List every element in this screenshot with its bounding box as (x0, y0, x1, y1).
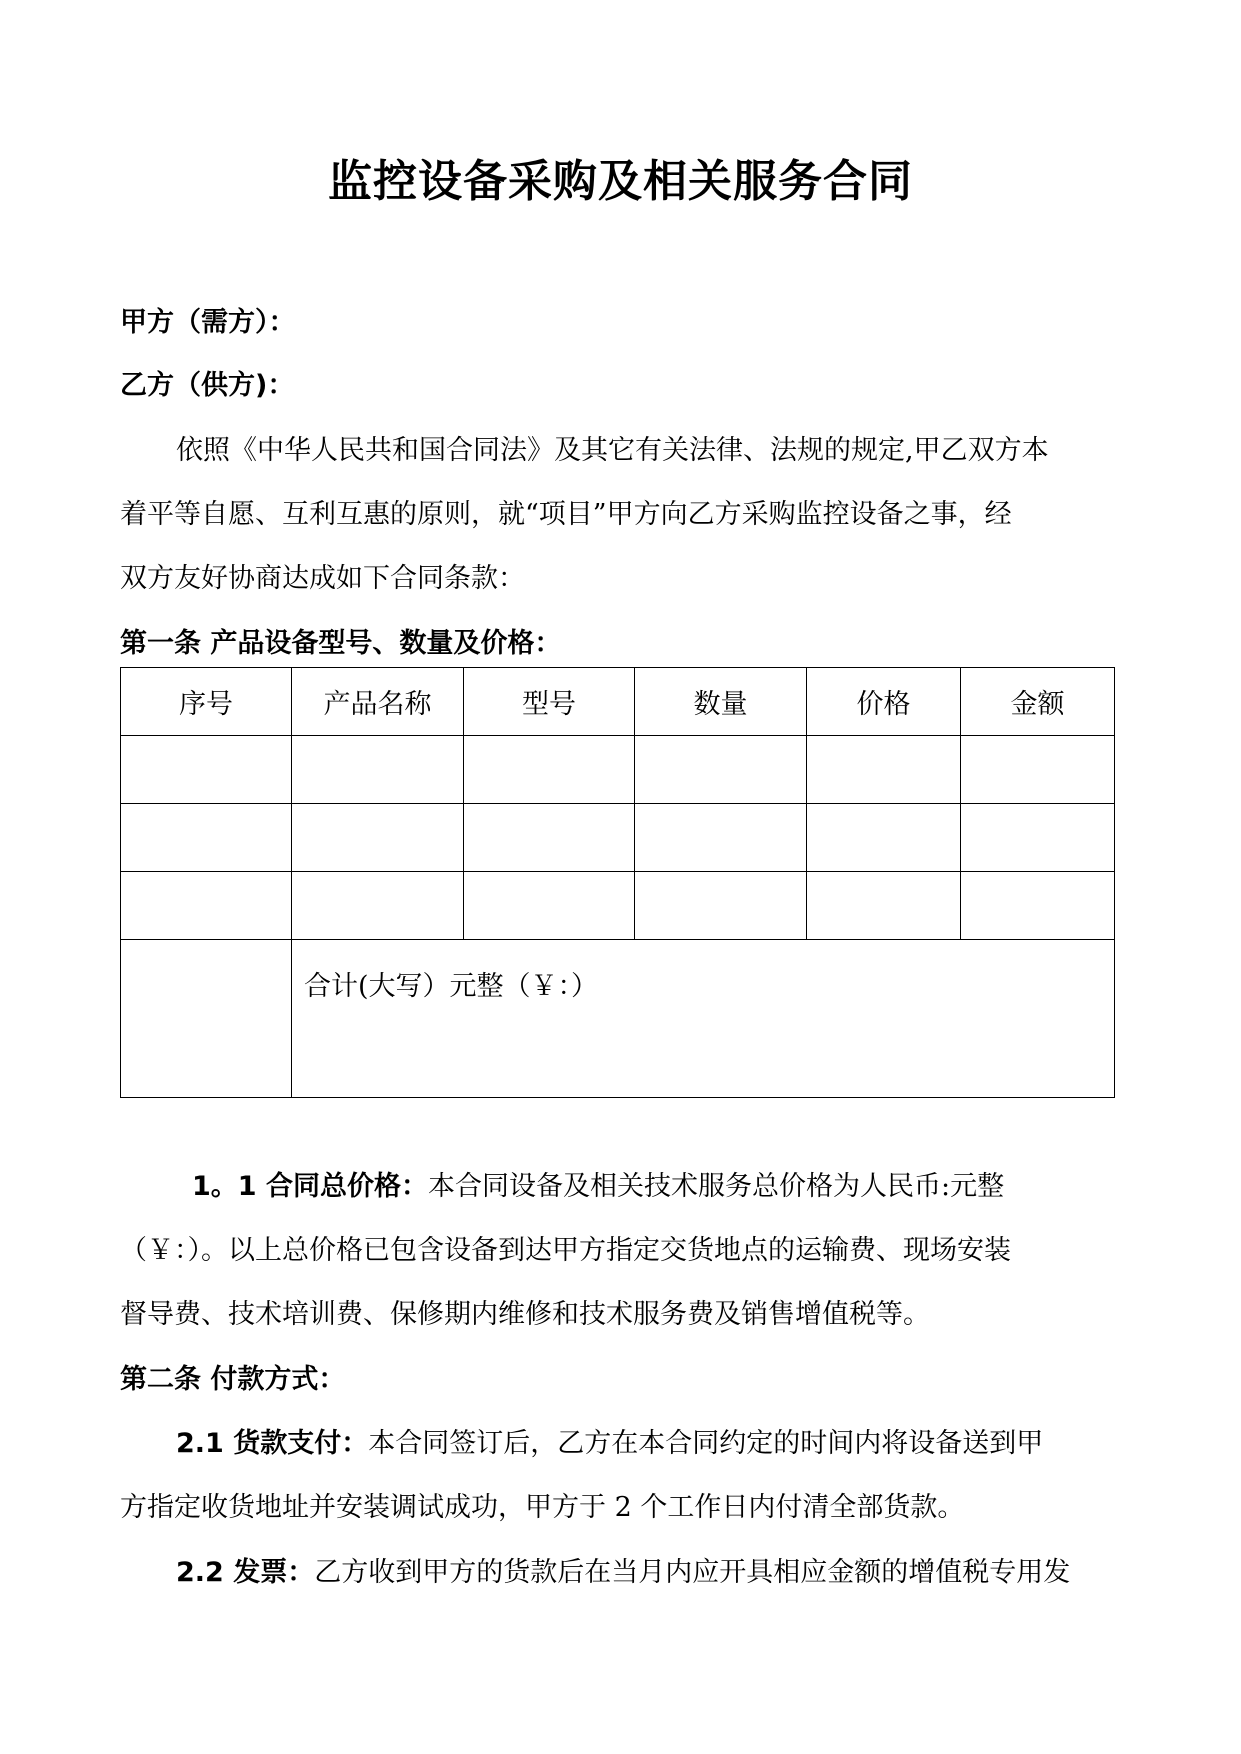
column-header: 型号 (464, 668, 635, 736)
clause-1-1-line-3: 督导费、技术培训费、保修期内维修和技术服务费及销售增值税等。 (120, 1299, 930, 1330)
clause-2-1-text: 本合同签订后，乙方在本合同约定的时间内将设备送到甲 (368, 1428, 1044, 1459)
table-cell[interactable] (807, 872, 961, 940)
column-header: 产品名称 (292, 668, 464, 736)
table-cell[interactable] (292, 804, 464, 872)
table-cell[interactable] (292, 872, 464, 940)
clause-2-2-line-1 (176, 1550, 1070, 1589)
table-header-row (121, 668, 1115, 736)
table-cell[interactable] (464, 872, 635, 940)
party-b-label: 乙方（供方)： (120, 370, 295, 401)
table-cell[interactable] (961, 804, 1115, 872)
table-row (121, 736, 1115, 804)
clause-2-1-label: 2.1 货款支付： (176, 1428, 369, 1459)
table-cell[interactable] (961, 872, 1115, 940)
article-2-heading: 第二条 付款方式： (120, 1364, 346, 1395)
table-cell[interactable] (121, 804, 292, 872)
party-a-label: 甲方（需方）： (120, 307, 296, 338)
intro-line-1: 依照《中华人民共和国合同法》及其它有关法律、法规的规定,甲乙双方本 (176, 435, 1049, 466)
intro-line-3: 双方友好协商达成如下合同条款： (120, 563, 525, 594)
table-cell[interactable] (635, 804, 807, 872)
table-cell[interactable] (292, 736, 464, 804)
table-row (121, 872, 1115, 940)
column-header: 金额 (961, 668, 1115, 736)
clause-1-1-text: 本合同设备及相关技术服务总价格为人民币:元整 (427, 1171, 1005, 1202)
intro-line-2: 着平等自愿、互利互惠的原则，就“项目”甲方向乙方采购监控设备之事，经 (120, 499, 1012, 530)
clause-2-1-line-2: 方指定收货地址并安装调试成功，甲方于 2 个工作日内付清全部货款。 (120, 1492, 965, 1523)
column-header: 序号 (121, 668, 292, 736)
table-cell[interactable] (121, 736, 292, 804)
table-cell[interactable] (961, 736, 1115, 804)
table-cell[interactable] (464, 736, 635, 804)
total-amount-cell[interactable]: 合计(大写）元整（￥：） (292, 940, 1115, 1098)
clause-2-1-line-1 (176, 1421, 1043, 1460)
product-table (120, 667, 1115, 1098)
article-1-heading: 第一条 产品设备型号、数量及价格： (120, 628, 562, 659)
table-row (121, 804, 1115, 872)
table-cell[interactable] (121, 940, 292, 1098)
table-cell[interactable] (807, 736, 961, 804)
table-cell[interactable] (635, 736, 807, 804)
clause-1-1-line-2: （￥：）。以上总价格已包含设备到达甲方指定交货地点的运输费、现场安装 (120, 1235, 1011, 1266)
clause-1-1-line-1 (192, 1164, 1004, 1203)
table-cell[interactable] (635, 872, 807, 940)
table-cell[interactable] (807, 804, 961, 872)
table-total-row (121, 940, 1115, 1098)
clause-2-2-label: 2.2 发票： (176, 1557, 315, 1588)
table-cell[interactable] (121, 872, 292, 940)
clause-1-1-label: 1。1 合同总价格： (192, 1171, 428, 1202)
table-cell[interactable] (464, 804, 635, 872)
clause-2-2-text: 乙方收到甲方的货款后在当月内应开具相应金额的增值税专用发 (314, 1557, 1071, 1588)
column-header: 数量 (635, 668, 807, 736)
column-header: 价格 (807, 668, 961, 736)
contract-title: 监控设备采购及相关服务合同 (328, 156, 913, 207)
